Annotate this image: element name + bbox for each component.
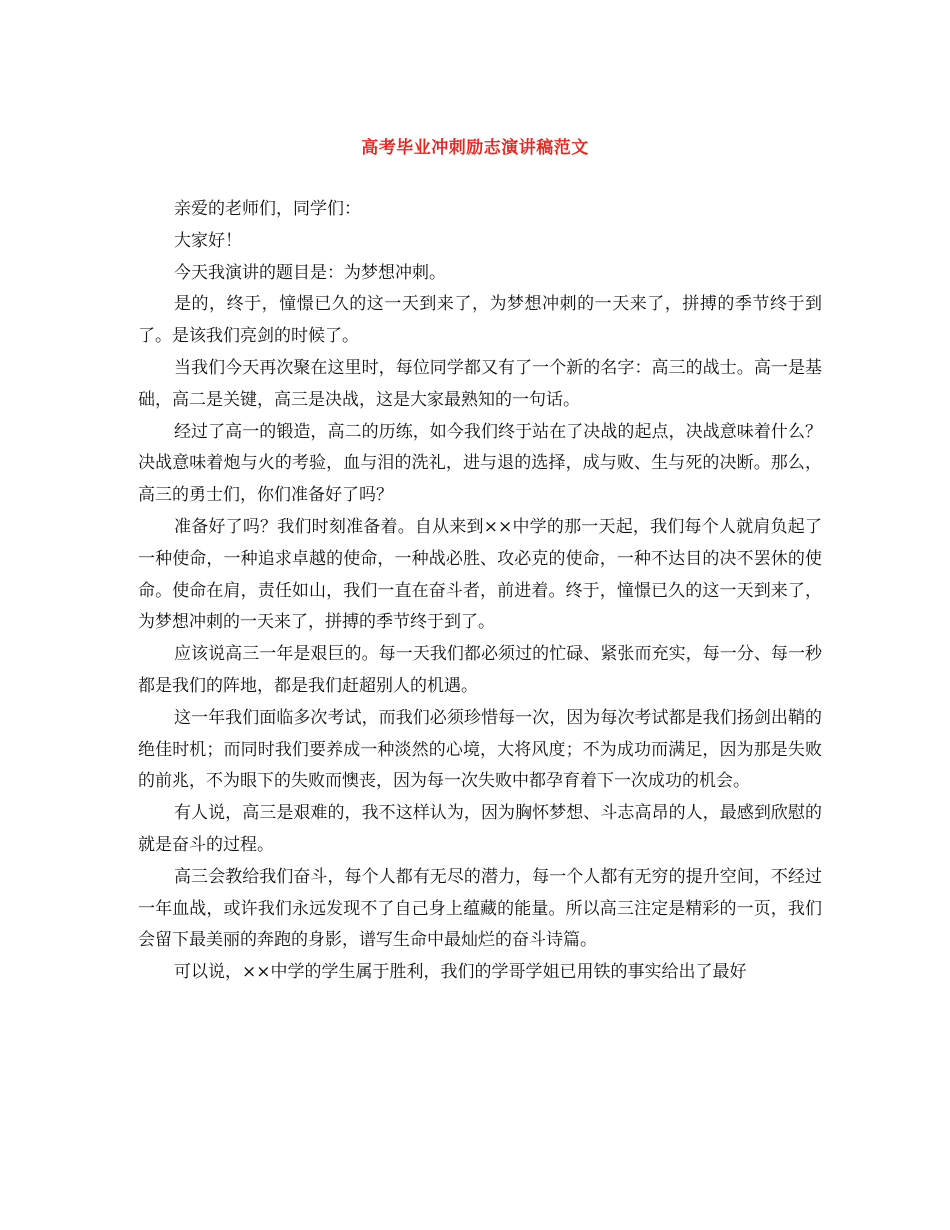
paragraph: 可以说，××中学的学生属于胜利，我们的学哥学姐已用铁的事实给出了最好 (174, 962, 747, 983)
paragraph-topic: 今天我演讲的题目是：为梦想冲刺。 (174, 262, 446, 283)
paragraph: 经过了高一的锻造，高二的历练，如今我们终于站在了决战的起点，决战意味着什么？决战意味着炮与火的考验，血与泪的洗礼，进与退的选择，成与败、生与死的决断。那么，高三的勇士们，你们准备好了吗？ (138, 421, 822, 506)
paragraph-greeting: 亲爱的老师们，同学们： (174, 199, 361, 219)
page-title: 高考毕业冲刺励志演讲稿范文 (361, 138, 589, 159)
paragraph: 当我们今天再次聚在这里时，每位同学都又有了一个新的名字：高三的战士。高一是基础，高二是关键，高三是决战，这是大家最熟知的一句话。 (138, 357, 822, 410)
paragraph-hello: 大家好！ (174, 230, 242, 251)
paragraph: 有人说，高三是艰难的，我不这样认为，因为胸怀梦想、斗志高昂的人，最感到欣慰的就是奋斗的过程。 (138, 803, 822, 855)
document-body (138, 194, 822, 989)
paragraph: 应该说高三一年是艰巨的。每一天我们都必须过的忙碌、紧张而充实，每一分、每一秒都是我们的阵地，都是我们赶超别人的机遇。 (138, 644, 822, 696)
paragraph: 准备好了吗？我们时刻准备着。自从来到××中学的那一天起，我们每个人就肩负起了一种使命，一种追求卓越的使命，一种战必胜、攻必克的使命，一种不达目的决不罢休的使命。使命在肩，责任如山，我们一直在奋斗者，前进着。终于，憧憬已久的这一天到来了，为梦想冲刺的一天来了，拼搏的季节终于到了。 (138, 516, 822, 633)
paragraph: 这一年我们面临多次考试，而我们必须珍惜每一次，因为每次考试都是我们扬剑出鞘的绝佳时机；而同时我们要养成一种淡然的心境，大将风度；不为成功而满足，因为那是失败的前兆，不为眼下的失败而懊丧，因为每一次失败中都孕育着下一次成功的机会。 (138, 707, 822, 792)
paragraph: 高三会教给我们奋斗，每个人都有无尽的潜力，每一个人都有无穷的提升空间，不经过一年血战，或许我们永远发现不了自己身上蕴藏的能量。所以高三注定是精彩的一页，我们会留下最美丽的奔跑的身影，谱写生命中最灿烂的奋斗诗篇。 (138, 866, 822, 951)
paragraph: 是的，终于，憧憬已久的这一天到来了，为梦想冲刺的一天来了，拼搏的季节终于到了。是该我们亮剑的时候了。 (138, 294, 822, 347)
